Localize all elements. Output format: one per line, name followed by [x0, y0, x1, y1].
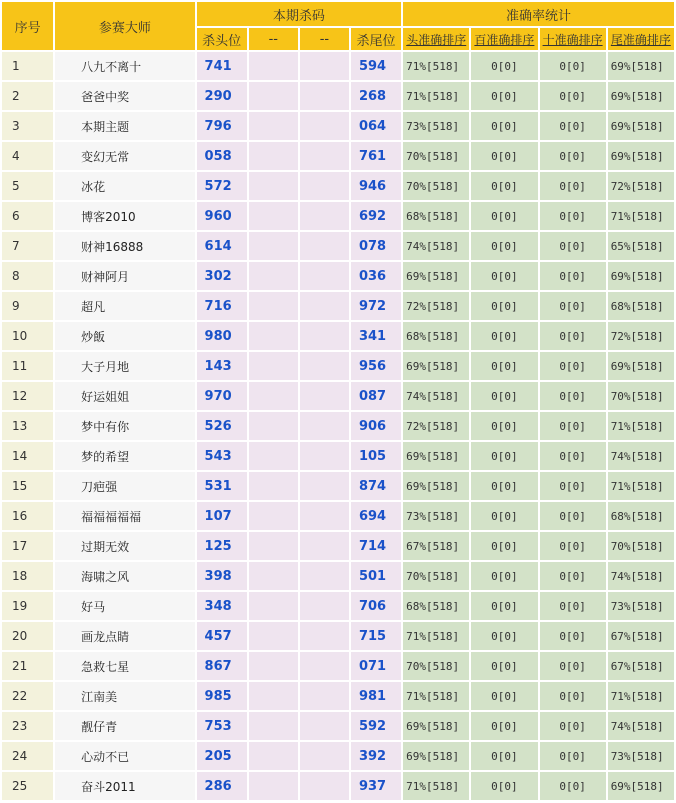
table-row [2, 682, 674, 710]
kill-head-code: 980 [197, 322, 247, 350]
head-accuracy: 71%[518] [403, 52, 469, 80]
table-row [2, 82, 674, 110]
blank-cell [300, 592, 349, 620]
kill-tail-code: 087 [351, 382, 401, 410]
head-accuracy: 72%[518] [403, 292, 469, 320]
kill-head-code: 205 [197, 742, 247, 770]
ten-accuracy: 0[0] [540, 322, 606, 350]
head-accuracy: 68%[518] [403, 202, 469, 230]
hundred-accuracy: 0[0] [471, 172, 537, 200]
ten-accuracy: 0[0] [540, 232, 606, 260]
head-accuracy: 70%[518] [403, 142, 469, 170]
ten-accuracy: 0[0] [540, 712, 606, 740]
ten-accuracy: 0[0] [540, 292, 606, 320]
hundred-accuracy: 0[0] [471, 682, 537, 710]
kill-tail-code: 692 [351, 202, 401, 230]
row-seq: 14 [2, 442, 53, 470]
row-seq: 22 [2, 682, 53, 710]
hundred-accuracy: 0[0] [471, 202, 537, 230]
tail-accuracy: 69%[518] [608, 262, 674, 290]
kill-tail-code: 981 [351, 682, 401, 710]
row-seq: 17 [2, 532, 53, 560]
head-accuracy: 70%[518] [403, 172, 469, 200]
blank-cell [249, 52, 298, 80]
master-header: 参赛大师 [55, 2, 194, 50]
ten-accuracy: 0[0] [540, 112, 606, 140]
blank-cell [249, 292, 298, 320]
blank-cell [249, 652, 298, 680]
seq-header: 序号 [2, 2, 53, 50]
kill-head-code: 058 [197, 142, 247, 170]
kill-tail-code: 078 [351, 232, 401, 260]
hundred-accuracy: 0[0] [471, 52, 537, 80]
tail-accuracy: 67%[518] [608, 652, 674, 680]
kill-tail-code: 715 [351, 622, 401, 650]
hundred-accuracy: 0[0] [471, 382, 537, 410]
tail-accuracy: 69%[518] [608, 142, 674, 170]
blank-cell [300, 712, 349, 740]
head-accuracy: 70%[518] [403, 652, 469, 680]
kill-tail-code: 761 [351, 142, 401, 170]
hundred-accuracy: 0[0] [471, 352, 537, 380]
tail-accuracy: 69%[518] [608, 112, 674, 140]
kill-head-code: 125 [197, 532, 247, 560]
table-row [2, 112, 674, 140]
head-accuracy: 70%[518] [403, 562, 469, 590]
stat-group-header: 准确率统计 [403, 2, 674, 26]
ten-accuracy: 0[0] [540, 502, 606, 530]
tail-accuracy: 69%[518] [608, 772, 674, 800]
tail-accuracy: 69%[518] [608, 352, 674, 380]
kill-tail-code: 064 [351, 112, 401, 140]
blank-cell [249, 772, 298, 800]
ten-accuracy: 0[0] [540, 532, 606, 560]
kill-tail-code: 874 [351, 472, 401, 500]
blank-cell [300, 232, 349, 260]
master-name: 靓仔青 [55, 712, 194, 740]
master-name: 超凡 [55, 292, 194, 320]
row-seq: 24 [2, 742, 53, 770]
master-name: 好马 [55, 592, 194, 620]
kill-tail-code: 946 [351, 172, 401, 200]
row-seq: 9 [2, 292, 53, 320]
ten-accuracy: 0[0] [540, 172, 606, 200]
master-name: 急救七星 [55, 652, 194, 680]
ten-accuracy: 0[0] [540, 52, 606, 80]
table-row [2, 412, 674, 440]
ten-accuracy: 0[0] [540, 142, 606, 170]
tail-accuracy: 74%[518] [608, 712, 674, 740]
kill-head-code: 960 [197, 202, 247, 230]
table-row [2, 622, 674, 650]
kill-head-code: 348 [197, 592, 247, 620]
sort-head-link[interactable]: 头准确排序 [403, 28, 469, 50]
master-name: 奋斗2011 [55, 772, 194, 800]
blank-cell [249, 742, 298, 770]
blank-cell [249, 592, 298, 620]
blank-header-2: -- [300, 28, 349, 50]
row-seq: 19 [2, 592, 53, 620]
table-row [2, 562, 674, 590]
ten-accuracy: 0[0] [540, 472, 606, 500]
head-accuracy: 69%[518] [403, 712, 469, 740]
hundred-accuracy: 0[0] [471, 232, 537, 260]
master-name: 大子月地 [55, 352, 194, 380]
kill-head-code: 741 [197, 52, 247, 80]
table-row [2, 352, 674, 380]
master-name: 变幻无常 [55, 142, 194, 170]
kill-head-code: 398 [197, 562, 247, 590]
kill-tail-code: 956 [351, 352, 401, 380]
blank-cell [249, 622, 298, 650]
hundred-accuracy: 0[0] [471, 442, 537, 470]
hundred-accuracy: 0[0] [471, 322, 537, 350]
head-accuracy: 71%[518] [403, 82, 469, 110]
master-name: 本期主题 [55, 112, 194, 140]
master-name: 八九不离十 [55, 52, 194, 80]
kill-head-code: 716 [197, 292, 247, 320]
ten-accuracy: 0[0] [540, 562, 606, 590]
blank-cell [300, 52, 349, 80]
blank-cell [300, 682, 349, 710]
head-accuracy: 68%[518] [403, 592, 469, 620]
tail-accuracy: 71%[518] [608, 682, 674, 710]
master-name: 炒飯 [55, 322, 194, 350]
tail-accuracy: 68%[518] [608, 292, 674, 320]
row-seq: 21 [2, 652, 53, 680]
table-row [2, 382, 674, 410]
ten-accuracy: 0[0] [540, 382, 606, 410]
head-accuracy: 69%[518] [403, 262, 469, 290]
row-seq: 12 [2, 382, 53, 410]
kill-tail-code: 706 [351, 592, 401, 620]
head-accuracy: 72%[518] [403, 412, 469, 440]
blank-cell [300, 532, 349, 560]
kill-tail-code: 071 [351, 652, 401, 680]
master-name: 博客2010 [55, 202, 194, 230]
tail-accuracy: 72%[518] [608, 322, 674, 350]
blank-cell [249, 322, 298, 350]
head-accuracy: 71%[518] [403, 622, 469, 650]
master-name: 过期无效 [55, 532, 194, 560]
blank-cell [300, 82, 349, 110]
blank-cell [300, 292, 349, 320]
kill-tail-code: 694 [351, 502, 401, 530]
blank-cell [249, 712, 298, 740]
blank-cell [300, 172, 349, 200]
blank-cell [249, 382, 298, 410]
ten-accuracy: 0[0] [540, 442, 606, 470]
sort-tail-link[interactable]: 尾准确排序 [608, 28, 674, 50]
kill-tail-code: 341 [351, 322, 401, 350]
head-accuracy: 73%[518] [403, 502, 469, 530]
row-seq: 16 [2, 502, 53, 530]
head-accuracy: 71%[518] [403, 682, 469, 710]
tail-accuracy: 73%[518] [608, 742, 674, 770]
table-row [2, 232, 674, 260]
kill-tail-code: 937 [351, 772, 401, 800]
blank-cell [249, 352, 298, 380]
row-seq: 13 [2, 412, 53, 440]
blank-cell [300, 262, 349, 290]
row-seq: 15 [2, 472, 53, 500]
blank-cell [300, 442, 349, 470]
blank-cell [300, 772, 349, 800]
header-row-top [2, 2, 674, 26]
table-row [2, 142, 674, 170]
sort-hundred-link[interactable]: 百准确排序 [471, 28, 537, 50]
tail-accuracy: 70%[518] [608, 382, 674, 410]
row-seq: 3 [2, 112, 53, 140]
blank-header-1: -- [249, 28, 298, 50]
kill-tail-code: 501 [351, 562, 401, 590]
blank-cell [300, 412, 349, 440]
ten-accuracy: 0[0] [540, 652, 606, 680]
blank-cell [249, 82, 298, 110]
table-row [2, 742, 674, 770]
kill-head-code: 970 [197, 382, 247, 410]
ten-accuracy: 0[0] [540, 412, 606, 440]
blank-cell [249, 502, 298, 530]
kill-head-code: 543 [197, 442, 247, 470]
hundred-accuracy: 0[0] [471, 772, 537, 800]
ten-accuracy: 0[0] [540, 352, 606, 380]
hundred-accuracy: 0[0] [471, 652, 537, 680]
kill-tail-code: 268 [351, 82, 401, 110]
blank-cell [249, 472, 298, 500]
ten-accuracy: 0[0] [540, 622, 606, 650]
table-row [2, 202, 674, 230]
master-name: 梦的希望 [55, 442, 194, 470]
table-row [2, 592, 674, 620]
kill-head-code: 286 [197, 772, 247, 800]
table-row [2, 502, 674, 530]
table-row [2, 472, 674, 500]
hundred-accuracy: 0[0] [471, 82, 537, 110]
row-seq: 18 [2, 562, 53, 590]
hundred-accuracy: 0[0] [471, 112, 537, 140]
kill-head-code: 457 [197, 622, 247, 650]
row-seq: 4 [2, 142, 53, 170]
tail-accuracy: 71%[518] [608, 472, 674, 500]
ten-accuracy: 0[0] [540, 742, 606, 770]
blank-cell [249, 412, 298, 440]
hundred-accuracy: 0[0] [471, 502, 537, 530]
blank-cell [249, 232, 298, 260]
table-row [2, 772, 674, 800]
master-name: 画龙点睛 [55, 622, 194, 650]
hundred-accuracy: 0[0] [471, 142, 537, 170]
table-row [2, 322, 674, 350]
kill-head-code: 107 [197, 502, 247, 530]
head-accuracy: 69%[518] [403, 742, 469, 770]
blank-cell [300, 142, 349, 170]
head-accuracy: 69%[518] [403, 352, 469, 380]
ten-accuracy: 0[0] [540, 682, 606, 710]
blank-cell [249, 142, 298, 170]
tail-accuracy: 71%[518] [608, 412, 674, 440]
master-name: 刀疤强 [55, 472, 194, 500]
master-name: 财神阿月 [55, 262, 194, 290]
row-seq: 2 [2, 82, 53, 110]
blank-cell [249, 262, 298, 290]
kill-tail-code: 714 [351, 532, 401, 560]
kill-tail-code: 036 [351, 262, 401, 290]
ten-accuracy: 0[0] [540, 592, 606, 620]
kill-head-code: 985 [197, 682, 247, 710]
table-row [2, 52, 674, 80]
ten-accuracy: 0[0] [540, 202, 606, 230]
hundred-accuracy: 0[0] [471, 742, 537, 770]
row-seq: 1 [2, 52, 53, 80]
table-row [2, 712, 674, 740]
blank-cell [249, 172, 298, 200]
kill-head-code: 290 [197, 82, 247, 110]
blank-cell [300, 352, 349, 380]
kill-head-code: 796 [197, 112, 247, 140]
row-seq: 5 [2, 172, 53, 200]
kill-head-code: 531 [197, 472, 247, 500]
kill-head-header: 杀头位 [197, 28, 247, 50]
head-accuracy: 74%[518] [403, 232, 469, 260]
row-seq: 8 [2, 262, 53, 290]
blank-cell [300, 742, 349, 770]
kill-tail-code: 906 [351, 412, 401, 440]
row-seq: 11 [2, 352, 53, 380]
table-body [2, 52, 674, 800]
ten-accuracy: 0[0] [540, 82, 606, 110]
hundred-accuracy: 0[0] [471, 562, 537, 590]
master-name: 梦中有你 [55, 412, 194, 440]
tail-accuracy: 70%[518] [608, 532, 674, 560]
kill-tail-code: 592 [351, 712, 401, 740]
tail-accuracy: 74%[518] [608, 562, 674, 590]
sort-ten-link[interactable]: 十准确排序 [540, 28, 606, 50]
blank-cell [300, 202, 349, 230]
hundred-accuracy: 0[0] [471, 622, 537, 650]
hundred-accuracy: 0[0] [471, 532, 537, 560]
master-name: 福福福福福 [55, 502, 194, 530]
kill-tail-code: 392 [351, 742, 401, 770]
head-accuracy: 69%[518] [403, 472, 469, 500]
kill-head-code: 526 [197, 412, 247, 440]
blank-cell [249, 532, 298, 560]
head-accuracy: 69%[518] [403, 442, 469, 470]
blank-cell [300, 322, 349, 350]
blank-cell [300, 382, 349, 410]
hundred-accuracy: 0[0] [471, 472, 537, 500]
table-row [2, 442, 674, 470]
blank-cell [249, 442, 298, 470]
head-accuracy: 68%[518] [403, 322, 469, 350]
master-name: 冰花 [55, 172, 194, 200]
blank-cell [300, 562, 349, 590]
tail-accuracy: 74%[518] [608, 442, 674, 470]
tail-accuracy: 65%[518] [608, 232, 674, 260]
blank-cell [249, 112, 298, 140]
blank-cell [300, 112, 349, 140]
row-seq: 23 [2, 712, 53, 740]
tail-accuracy: 73%[518] [608, 592, 674, 620]
kill-group-header: 本期杀码 [197, 2, 402, 26]
tail-accuracy: 72%[518] [608, 172, 674, 200]
tail-accuracy: 68%[518] [608, 502, 674, 530]
hundred-accuracy: 0[0] [471, 712, 537, 740]
ten-accuracy: 0[0] [540, 262, 606, 290]
blank-cell [249, 562, 298, 590]
kill-tail-code: 972 [351, 292, 401, 320]
row-seq: 7 [2, 232, 53, 260]
head-accuracy: 73%[518] [403, 112, 469, 140]
tail-accuracy: 69%[518] [608, 82, 674, 110]
row-seq: 10 [2, 322, 53, 350]
blank-cell [300, 472, 349, 500]
hundred-accuracy: 0[0] [471, 592, 537, 620]
kill-head-code: 753 [197, 712, 247, 740]
row-seq: 20 [2, 622, 53, 650]
hundred-accuracy: 0[0] [471, 412, 537, 440]
table-row [2, 652, 674, 680]
row-seq: 25 [2, 772, 53, 800]
kill-tail-code: 594 [351, 52, 401, 80]
row-seq: 6 [2, 202, 53, 230]
ten-accuracy: 0[0] [540, 772, 606, 800]
kill-head-code: 867 [197, 652, 247, 680]
master-name: 好运姐姐 [55, 382, 194, 410]
table-row [2, 172, 674, 200]
master-name: 财神16888 [55, 232, 194, 260]
master-name: 爸爸中奖 [55, 82, 194, 110]
master-name: 江南美 [55, 682, 194, 710]
tail-accuracy: 71%[518] [608, 202, 674, 230]
tail-accuracy: 67%[518] [608, 622, 674, 650]
blank-cell [249, 202, 298, 230]
tail-accuracy: 69%[518] [608, 52, 674, 80]
kill-head-code: 143 [197, 352, 247, 380]
blank-cell [300, 622, 349, 650]
kill-head-code: 614 [197, 232, 247, 260]
hundred-accuracy: 0[0] [471, 292, 537, 320]
table-row [2, 262, 674, 290]
table-row [2, 292, 674, 320]
kill-tail-header: 杀尾位 [351, 28, 401, 50]
kill-head-code: 572 [197, 172, 247, 200]
blank-cell [300, 652, 349, 680]
kill-tail-code: 105 [351, 442, 401, 470]
head-accuracy: 74%[518] [403, 382, 469, 410]
master-name: 心动不已 [55, 742, 194, 770]
master-name: 海啸之风 [55, 562, 194, 590]
hundred-accuracy: 0[0] [471, 262, 537, 290]
table-row [2, 532, 674, 560]
head-accuracy: 71%[518] [403, 772, 469, 800]
blank-cell [249, 682, 298, 710]
head-accuracy: 67%[518] [403, 532, 469, 560]
kill-head-code: 302 [197, 262, 247, 290]
blank-cell [300, 502, 349, 530]
